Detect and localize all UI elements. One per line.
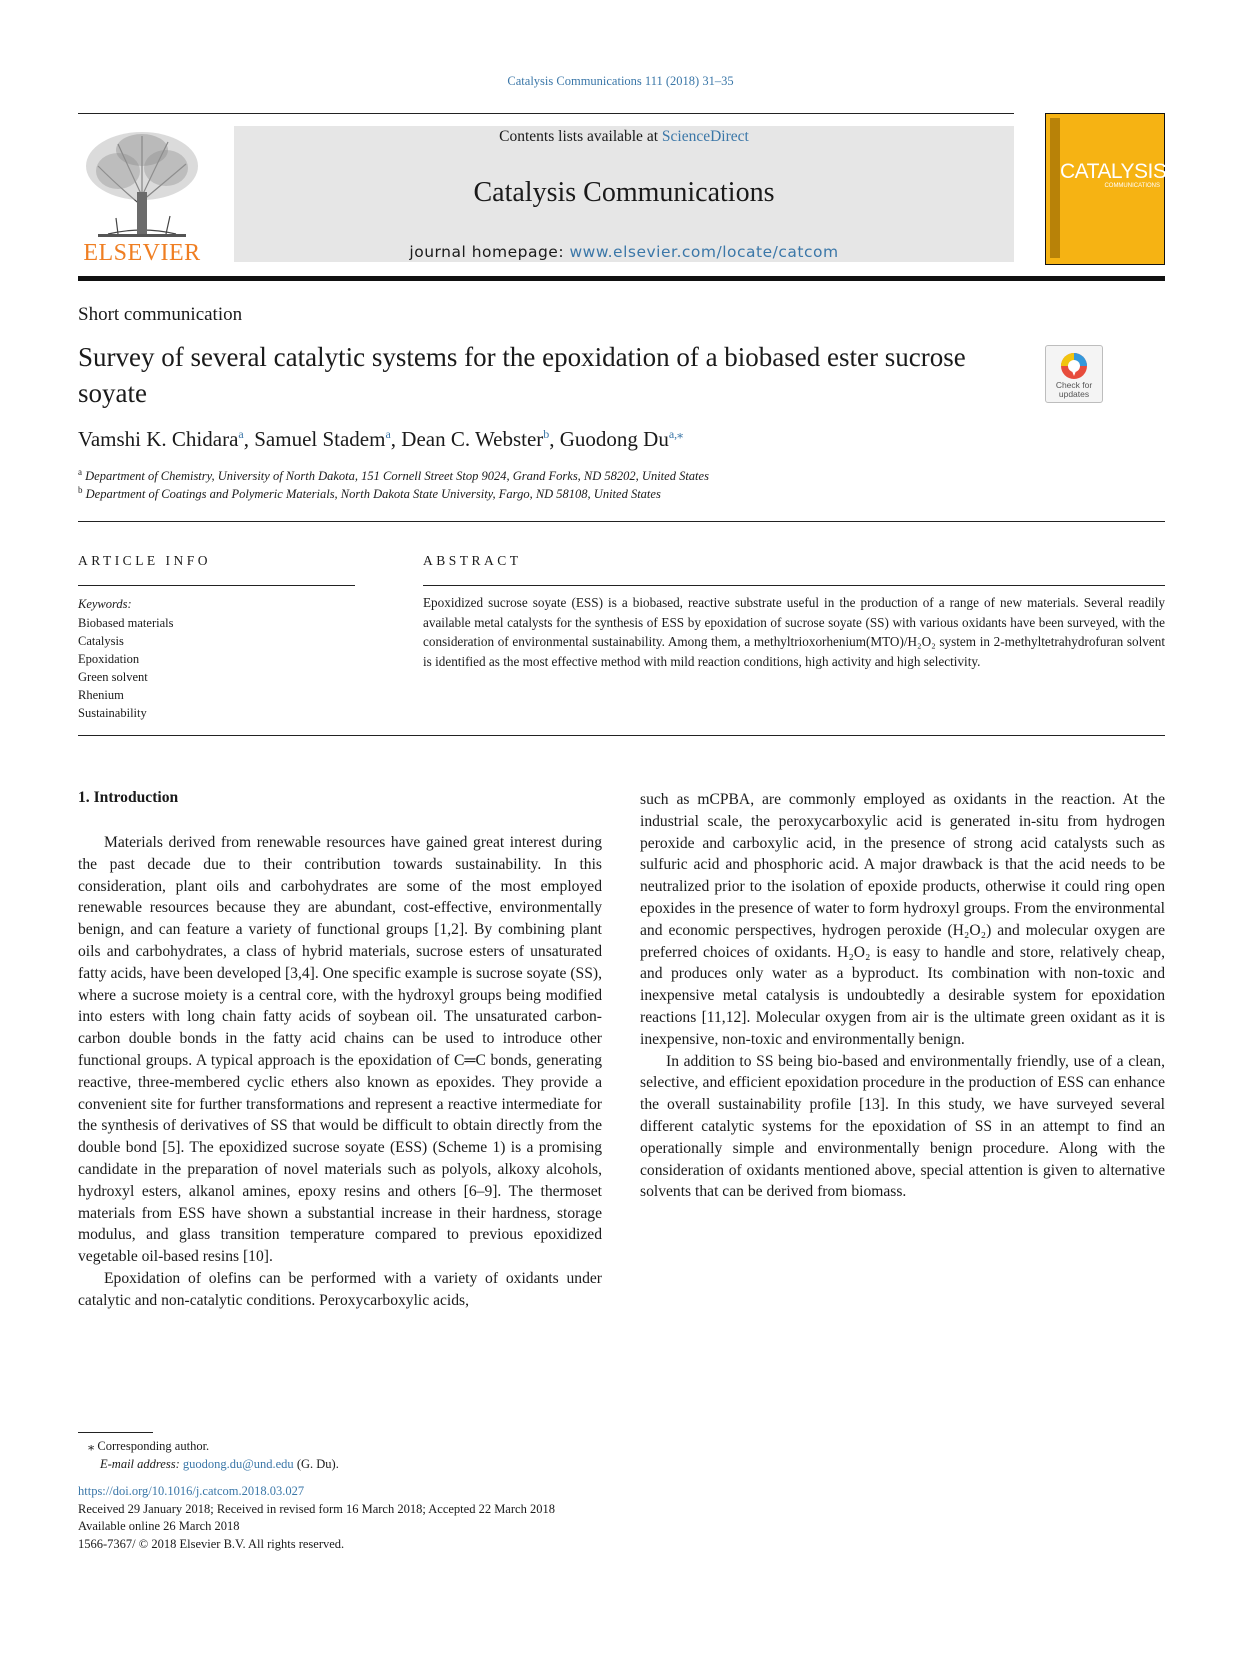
journal-cover-thumbnail[interactable]	[1045, 113, 1165, 265]
abstract-bottom-rule	[78, 735, 1165, 736]
copyright: 1566-7367/ © 2018 Elsevier B.V. All rights reserved.	[78, 1536, 345, 1551]
right-column	[640, 789, 1165, 1203]
homepage-prefix: journal homepage:	[409, 243, 570, 261]
corresponding-author-note: ⁎ Corresponding author.	[88, 1439, 210, 1453]
email-label: E-mail address:	[100, 1457, 183, 1471]
author-list: Vamshi K. Chidara$^a$, Samuel Stadem$^a$, Dean C. Webster$^b$, Guodong $Du^{a,⁎}$	[78, 427, 684, 451]
author-name[interactable]: Dean C. Webster	[401, 427, 544, 451]
abstract-text: Epoxidized sucrose soyate (ESS) is a biobased, reactive substrate useful in the production of a range of new materials. Several readily available metal catalysts for the synthesis of ESS by epoxidation of sucrose soyate (SS) with various oxidants have been surveyed, with the consideration of environmental sustainability. Among them, a methyltrioxorhenium(MTO)/H₂O₂ system in 2-methyltetrahydrofuran solvent is identified as the most effective method with mild reaction conditions, high activity and high selectivity.	[423, 595, 1165, 669]
cover-strip	[1050, 118, 1060, 258]
keyword: Biobased materials	[78, 616, 174, 630]
available-online: Available online 26 March 2018	[78, 1519, 240, 1533]
keywords-list	[78, 614, 173, 722]
affiliation-mark: b	[78, 485, 83, 495]
article-info-heading: ARTICLE INFO	[78, 553, 212, 568]
affiliation-b	[78, 485, 661, 502]
doi-link[interactable]: https://doi.org/10.1016/j.catcom.2018.03.027	[78, 1484, 305, 1498]
email-suffix: (G. Du).	[293, 1457, 339, 1471]
cover-title: CATALYSIS	[1060, 160, 1167, 183]
journal-citation[interactable]: Catalysis Communications 111 (2018) 31–35	[507, 74, 734, 88]
affiliation-text: Department of Chemistry, University of North Dakota, 151 Cornell Street Stop 9024, Grand Forks, ND 58202, United States	[85, 469, 709, 484]
keyword: Sustainability	[78, 706, 147, 720]
affiliations-rule	[78, 521, 1165, 522]
journal-name: Catalysis Communications	[473, 177, 775, 208]
contents-prefix: Contents lists available at	[499, 128, 662, 145]
footnote-rule	[78, 1432, 153, 1433]
body-paragraph: In addition to SS being bio-based and environmentally friendly, use of a clean, selective, and efficient epoxidation procedure in the production of ESS can enhance the overall sustainability profile [13]. In this study, we have surveyed several different catalytic systems for the epoxidation of SS in an attempt to find an operationally simple and environmentally benign procedure. Along with the consideration of oxidants mentioned above, special attention is given to alternative solvents that can be derived from biomass.	[640, 1052, 1165, 1201]
abstract-heading: ABSTRACT	[423, 553, 522, 568]
affiliation-mark: a	[78, 467, 82, 477]
header-rule	[78, 113, 1014, 114]
author-affiliation-mark[interactable]: a,⁎	[668, 427, 684, 441]
body-paragraph: Materials derived from renewable resources have gained great interest during the past decade due to their contribution towards sustainability. In this consideration, plant oils and carbohydrates are some of the most employed renewable resources because they are abundant, cost-effective, environmentally benign, and can feature a variety of functional groups [1,2]. By combining plant oils and carbohydrates, a class of hybrid materials, sucrose esters of unsaturated fatty acids, have been developed [3,4]. One specific example is sucrose soyate (SS), where a sucrose moiety is a central core, with the hydroxyl groups being modified into esters with long chain fatty acids of soybean oil. The unsaturated carbon-carbon double bonds in the fatty acid chains can be used to introduce other functional groups. A typical approach is the epoxidation of C═C bonds, generating reactive, three-membered cyclic ethers also known as epoxides. They provide a convenient site for further transformations and represent a reactive intermediate for the synthesis of derivatives of SS that would be difficult to obtain directly from the double bond [5]. The epoxidized sucrose soyate (ESS) (Scheme 1) is a promising candidate in the preparation of novel materials such as polyols, alkoxy alcohols, hydroxyl esters, alkanol amines, epoxy resins and others [6–9]. The thermoset materials from ESS have shown a substantial increase in their hardness, storage modulus, and glass transition temperature compared to previous epoxidized vegetable oil-based resins [10].	[78, 834, 602, 1266]
author-name[interactable]: Samuel Stadem	[254, 427, 386, 451]
article-type: Short communication	[78, 304, 243, 325]
left-column	[78, 832, 602, 1312]
header-thick-rule	[78, 276, 1165, 281]
keyword: Catalysis	[78, 634, 124, 648]
keyword: Epoxidation	[78, 652, 140, 666]
cover-subtitle: COMMUNICATIONS	[1104, 183, 1160, 189]
email-link[interactable]: guodong.du@und.edu	[182, 1457, 294, 1471]
author-affiliation-mark[interactable]: a	[238, 427, 244, 441]
check-for-updates-label: Check for updates	[1055, 380, 1093, 399]
sciencedirect-link[interactable]: ScienceDirect	[661, 128, 749, 145]
homepage-link[interactable]: www.elsevier.com/locate/catcom	[569, 243, 839, 261]
author-affiliation-mark[interactable]: b	[543, 427, 550, 441]
body-paragraph: Epoxidation of olefins can be performed with a variety of oxidants under catalytic and non-catalytic conditions. Peroxycarboxylic acids,	[78, 1269, 602, 1309]
keyword: Green solvent	[78, 670, 148, 684]
author-name[interactable]: Vamshi K. Chidara	[78, 427, 239, 451]
keywords-label: Keywords:	[78, 597, 132, 611]
received-dates: Received 29 January 2018; Received in revised form 16 March 2018; Accepted 22 March 2018	[78, 1501, 555, 1516]
article-footer	[78, 1483, 555, 1553]
article-title: Survey of several catalytic systems for the epoxidation of a biobased ester sucrose soyate	[78, 342, 966, 408]
email-note	[100, 1455, 339, 1473]
body-paragraph: such as mCPBA, are commonly employed as oxidants in the reaction. At the industrial scale, the peroxycarboxylic acid is generated in-situ from hydrogen peroxide and carboxylic acid, in the presence of strong acid catalysts such as sulfuric acid and phosphoric acid. A major drawback is that the acid needs to be neutralized prior to the isolation of epoxide products, otherwise it could ring open epoxides in the presence of water to form hydroxyl groups. From the environmental and economic perspectives, hydrogen peroxide (H₂O₂) and molecular oxygen are preferred choices of oxidants. H₂O₂ is easy to handle and store, relatively cheap, and produces only water as a byproduct. Its combination with non-toxic and inexpensive metal catalysis is undoubtedly a desirable system for epoxidation reactions [11,12]. Molecular oxygen from air is the ultimate green oxidant as it is inexpensive, non-toxic and environmentally benign.	[640, 791, 1165, 1048]
affiliation-a	[78, 467, 709, 484]
introduction-heading: 1. Introduction	[78, 789, 179, 806]
keyword: Rhenium	[78, 688, 124, 702]
author-name[interactable]: Guodong Du	[559, 427, 669, 451]
contents-line	[234, 128, 1014, 146]
elsevier-logo-text: ELSEVIER	[83, 240, 201, 266]
article-info-rule	[78, 585, 355, 586]
homepage-line	[234, 243, 1014, 261]
affiliation-text: Department of Coatings and Polymeric Materials, North Dakota State University, Fargo, ND 58108, United States	[85, 487, 661, 502]
abstract-rule	[423, 585, 1165, 586]
author-affiliation-mark[interactable]: a	[385, 427, 391, 441]
